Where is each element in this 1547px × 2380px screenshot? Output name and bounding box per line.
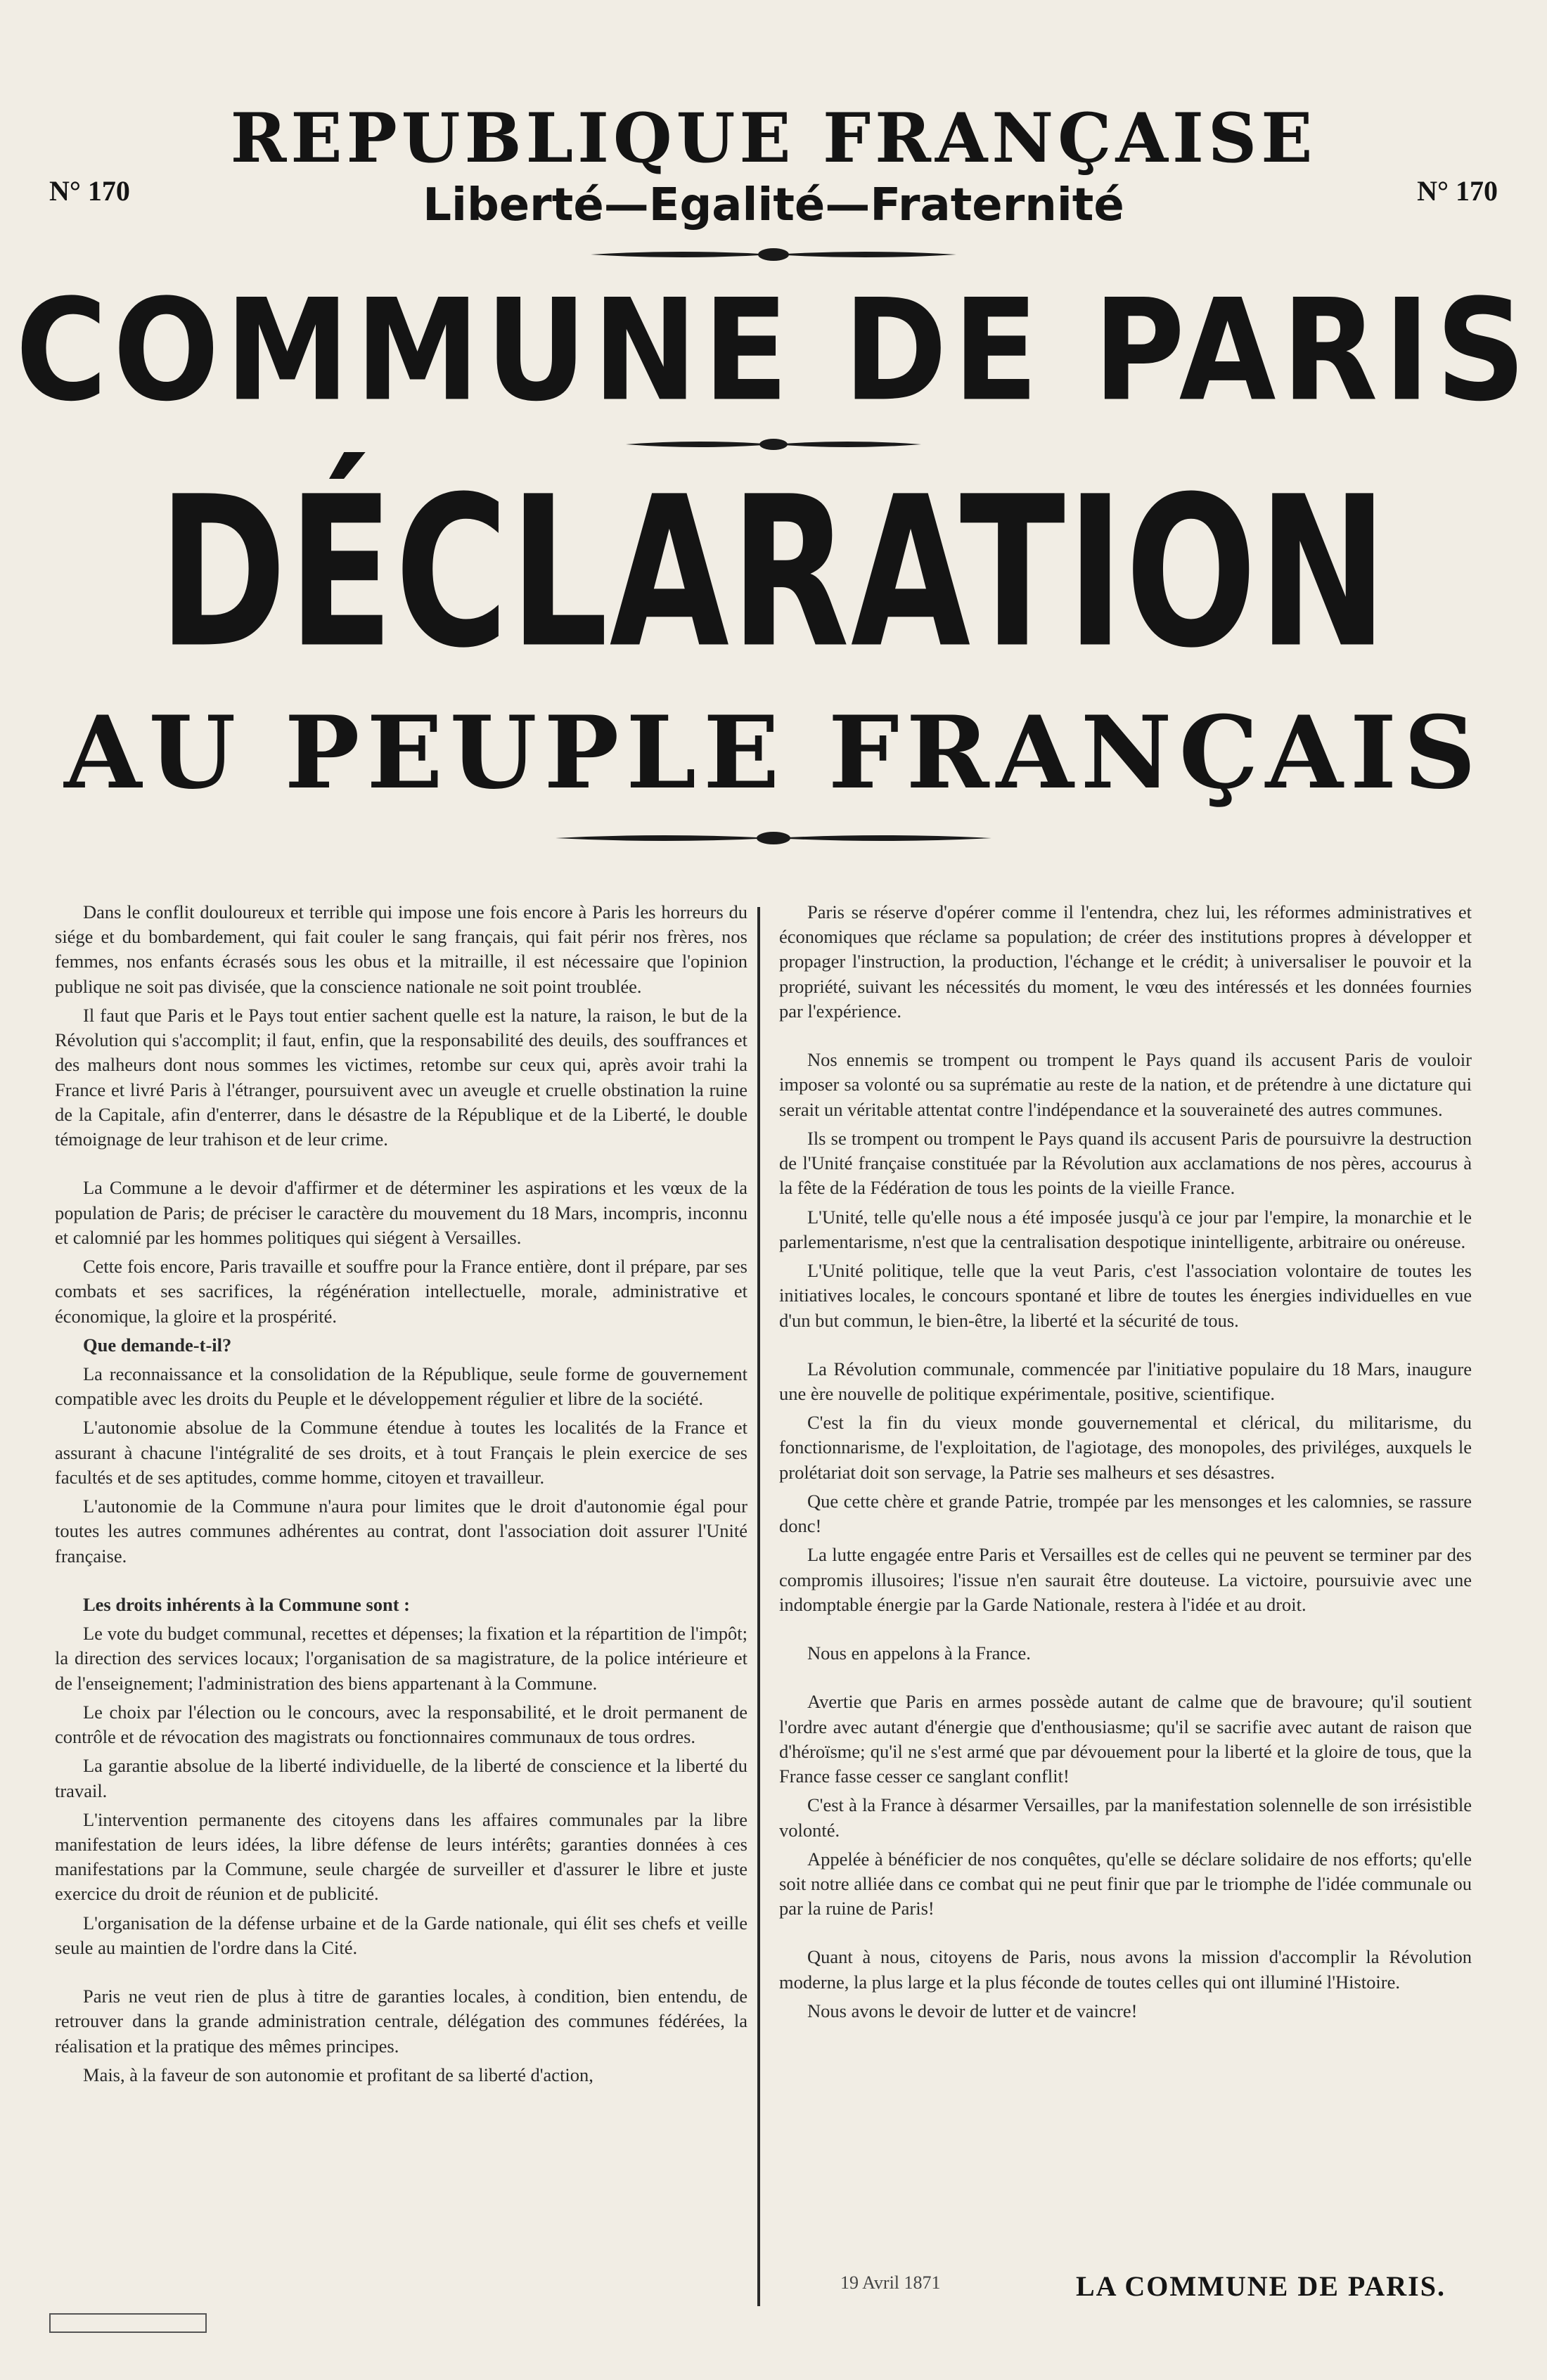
paragraph: L'organisation de la défense urbaine et de la Garde nationale, qui élit ses chefs et veille seule au maintien de l'ordre dans la Cité.	[55, 1912, 747, 1958]
paragraph: Appelée à bénéficier de nos conquêtes, qu'elle se déclare solidaire de nos efforts; qu'elle soit notre alliée dans ce combat qui ne peut finir que par le triomphe de l'idée communale ou par la ruine de Paris!	[779, 1848, 1472, 1919]
paragraph: C'est à la France à désarmer Versailles, par la manifestation solennelle de son irrésistible volonté.	[779, 1794, 1472, 1841]
paragraph: La Commune a le devoir d'affirmer et de déterminer les aspirations et les vœux de la population de Paris; de préciser le caractère du mouvement du 18 Mars, incompris, inconnu et calomnié par les hommes politiques qui siégent à Versailles.	[55, 1177, 747, 1248]
paragraph: L'Unité, telle qu'elle nous a été imposée jusqu'à ce jour par l'empire, la monarchie et le parlementarisme, n'est que la centralisation despotique inintelligente, arbitraire ou onéreuse.	[779, 1206, 1472, 1252]
section-heading: Que demande-t-il?	[83, 1334, 232, 1356]
paragraph: La lutte engagée entre Paris et Versailles est de celles qui ne peuvent se terminer par des compromis illusoires; l'issue n'en saurait être douteuse. La victoire, poursuivie avec une indomptable énergie par la Garde Nationale, restera à l'idée et au droit.	[779, 1544, 1472, 1615]
declaration-title: DÉCLARATION	[158, 451, 1389, 694]
paragraph: Nous avons le devoir de lutter et de vaincre!	[807, 2000, 1138, 2021]
paragraph: Dans le conflit douloureux et terrible qui impose une fois encore à Paris les horreurs du siége et du bombardement, qui fait couler le sang français, qui fait périr nos frères, nos femmes, nos enfants écrasés sous les obus et la mitraille, il est nécessaire que l'opinion publique ne soit pas divisée, que la conscience nationale ne soit point troublée.	[55, 901, 747, 997]
motto: Liberté—Egalité—Fraternité	[423, 179, 1124, 231]
ornament-rule-bottom	[556, 830, 991, 847]
paragraph: Ils se trompent ou trompent le Pays quand ils accusent Paris de poursuivre la destruction de l'Unité française constituée par la Révolution aux acclamations de nos pères, accourus à la fête de la Fédération de tous les points de la vieille France.	[779, 1127, 1472, 1199]
declaration-date: 19 Avril 1871	[840, 2272, 941, 2293]
paragraph: Nous en appelons à la France.	[807, 1642, 1031, 1664]
paragraph: Que cette chère et grande Patrie, trompée par les mensonges et les calomnies, se rassure donc!	[779, 1490, 1472, 1537]
paragraph: L'autonomie absolue de la Commune étendue à toutes les localités de la France et assurant à chacune l'intégralité de ses droits, et à tout Français le plein exercice de ses facultés et de ses aptitudes, comme homme, citoyen et travailleur.	[55, 1417, 747, 1488]
text-column-left	[55, 900, 747, 2299]
paragraph: L'intervention permanente des citoyens dans les affaires communales par la libre manifestation de leurs idées, la libre défense de leurs intérêts; garanties données à ces manifestations par la Commune, seule chargée de surveiller et d'assurer le libre et juste exercice du droit de réunion et de publicité.	[55, 1808, 747, 1905]
paragraph: Quant à nous, citoyens de Paris, nous avons la mission d'accomplir la Révolution moderne, la plus large et la plus féconde de toutes celles qui ont illuminé l'Histoire.	[779, 1946, 1472, 1993]
column-divider	[757, 907, 760, 2306]
paragraph: La Révolution communale, commencée par l'initiative populaire du 18 Mars, inaugure une ère nouvelle de politique expérimentale, positive, scientifique.	[779, 1358, 1472, 1404]
poster-number-right: N° 170	[1417, 175, 1498, 207]
paragraph: Cette fois encore, Paris travaille et souffre pour la France entière, dont il prépare, par ses combats et ses sacrifices, la régénération intellectuelle, morale, administrative et économique, la gloire et la prospérité.	[55, 1256, 747, 1327]
paragraph: Paris se réserve d'opérer comme il l'entendra, chez lui, les réformes administratives et économiques que réclame sa population; de créer des institutions propres à développer et propager l'instruction, la production, l'échange et le crédit; à universaliser le pouvoir et la propriété, suivant les nécessités du moment, le vœu des intéressés et les données fournies par l'expérience.	[779, 901, 1472, 1022]
paragraph: Nos ennemis se trompent ou trompent le Pays quand ils accusent Paris de vouloir imposer sa volonté ou sa suprématie au reste de la nation, et de prétendre à une dictature qui serait un véritable attentat contre l'indépendance et la souveraineté des autres communes.	[779, 1049, 1472, 1120]
ornament-rule-middle	[626, 436, 921, 453]
people-title: AU PEUPLE FRANÇAIS	[64, 695, 1483, 811]
paragraph: L'Unité politique, telle que la veut Paris, c'est l'association volontaire de toutes les initiatives locales, le concours spontané et libre de toutes les énergies individuelles en vue d'un but commun, le bien-être, la liberté et la sécurité de tous.	[779, 1260, 1472, 1331]
section-heading: Les droits inhérents à la Commune sont :	[83, 1593, 411, 1615]
poster-number-left: N° 170	[49, 175, 130, 207]
signature: LA COMMUNE DE PARIS.	[1076, 2270, 1446, 2302]
republic-heading: REPUBLIQUE FRANÇAISE	[230, 98, 1317, 178]
paragraph: Le vote du budget communal, recettes et dépenses; la fixation et la répartition de l'impôt; la direction des services locaux; l'organisation de sa magistrature, de la police intérieure et de l'enseignement; l'administration des biens appartenant à la Commune.	[55, 1623, 747, 1694]
paragraph: Le choix par l'élection ou le concours, avec la responsabilité, et le droit permanent de contrôle et de révocation des magistrats ou fonctionnaires communaux de tous ordres.	[55, 1701, 747, 1748]
ornament-rule-top	[591, 246, 956, 263]
paragraph: Paris ne veut rien de plus à titre de garanties locales, à condition, bien entendu, de retrouver dans la grande administration centrale, délégation des communes fédérées, la réalisation et la pratique des mêmes principes.	[55, 1986, 747, 2057]
text-column-right	[779, 900, 1472, 2299]
paragraph: La garantie absolue de la liberté individuelle, de la liberté de conscience et la liberté du travail.	[55, 1755, 747, 1801]
printer-stamp	[49, 2313, 207, 2333]
paragraph: Mais, à la faveur de son autonomie et profitant de sa liberté d'action,	[83, 2064, 593, 2085]
paragraph: La reconnaissance et la consolidation de la République, seule forme de gouvernement compatible avec les droits du Peuple et le développement régulier et libre de la société.	[55, 1363, 747, 1410]
paragraph: Il faut que Paris et le Pays tout entier sachent quelle est la nature, la raison, le but de la Révolution qui s'accomplit; il faut, enfin, que la responsabilité des deuils, des souffrances et des malheurs dont nous sommes les victimes, retombe sur ceux qui, après avoir trahi la France et livré Paris à l'étranger, poursuivent avec un aveugle et cruelle obstination la ruine de la Capitale, afin d'enterrer, dans le désastre de la République et de la Liberté, le double témoignage de leur trahison et de leur crime.	[55, 1004, 747, 1150]
paragraph: Avertie que Paris en armes possède autant de calme que de bravoure; qu'il soutient l'ordre avec autant d'énergie que d'enthousiasme; qu'il se sacrifie avec autant de raison que d'héroïsme; qu'il ne s'est armé que par dévouement pour la liberté et la gloire de tous, que la France fasse cesser ce sanglant conflit!	[779, 1691, 1472, 1787]
commune-title: COMMUNE DE PARIS	[15, 269, 1532, 432]
paragraph: L'autonomie de la Commune n'aura pour limites que le droit d'autonomie égal pour toutes les autres communes adhérentes au contrat, dont l'association doit assurer l'Unité française.	[55, 1495, 747, 1567]
paragraph: C'est la fin du vieux monde gouvernemental et clérical, du militarisme, du fonctionnarisme, de l'exploitation, de l'agiotage, des monopoles, des priviléges, auxquels le prolétariat doit son servage, la Patrie ses malheurs et ses désastres.	[779, 1412, 1472, 1483]
